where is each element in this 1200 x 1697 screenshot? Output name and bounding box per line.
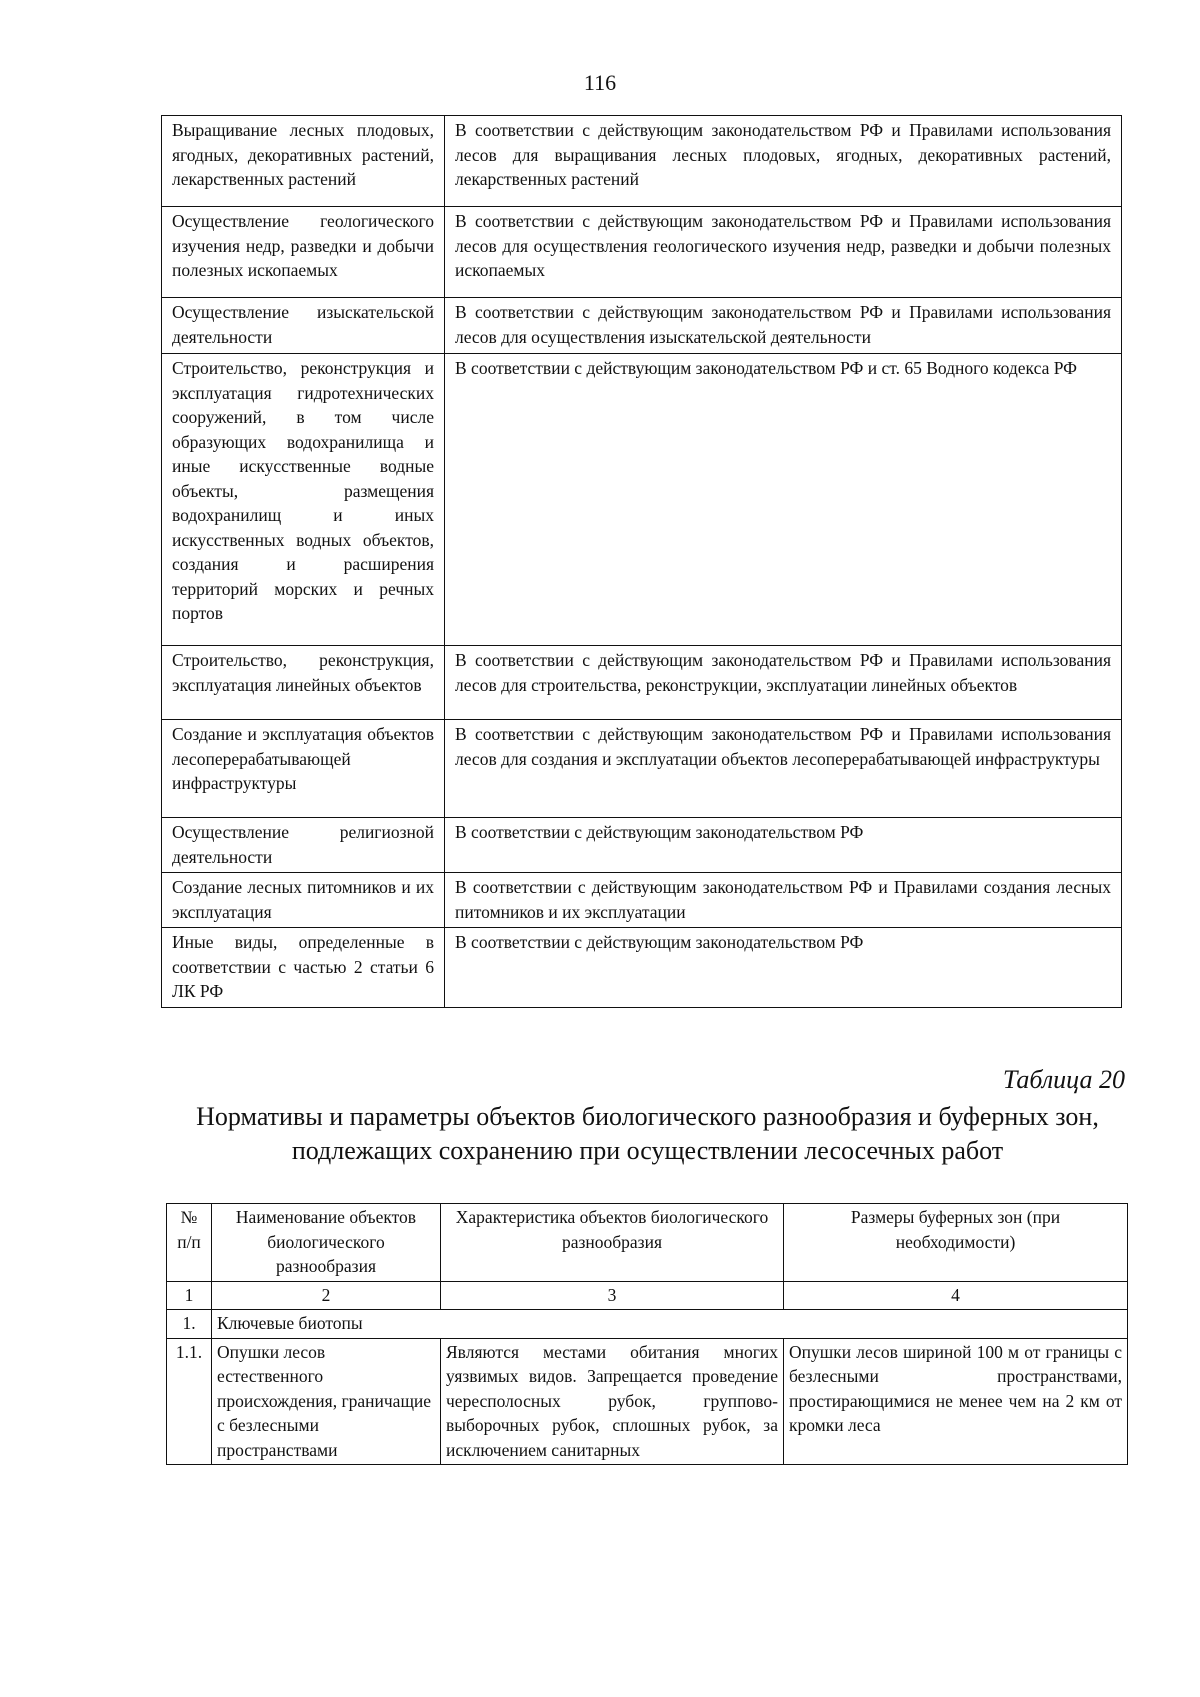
table-row bbox=[162, 720, 1122, 818]
activity-cell: Создание лесных питомников и их эксплуатация bbox=[162, 873, 445, 928]
item-name: Опушки лесов естественного происхождения, граничащие с безлесными пространствами bbox=[212, 1338, 441, 1465]
table-row bbox=[162, 646, 1122, 720]
section-name: Ключевые биотопы bbox=[212, 1310, 1128, 1339]
requirement-cell: В соответствии с действующим законодательством РФ и ст. 65 Водного кодекса РФ bbox=[445, 354, 1122, 646]
activity-cell: Иные виды, определенные в соответствии с частью 2 статьи 6 ЛК РФ bbox=[162, 928, 445, 1008]
section-row bbox=[167, 1310, 1128, 1339]
requirement-cell: В соответствии с действующим законодательством РФ bbox=[445, 818, 1122, 873]
activity-cell: Выращивание лесных плодовых, ягодных, декоративных растений, лекарственных растений bbox=[162, 116, 445, 207]
header-characteristic: Характеристика объектов биологического разнообразия bbox=[441, 1204, 784, 1282]
activity-cell: Осуществление изыскательской деятельности bbox=[162, 298, 445, 354]
item-number: 1.1. bbox=[167, 1338, 212, 1465]
table-label: Таблица 20 bbox=[1002, 1065, 1125, 1094]
requirement-cell: В соответствии с действующим законодательством РФ и Правилами использования лесов для создания и эксплуатации объектов лесоперерабатывающей инфраструктуры bbox=[445, 720, 1122, 818]
column-number: 4 bbox=[784, 1281, 1128, 1310]
forest-use-table bbox=[161, 115, 1122, 1008]
biodiversity-table bbox=[166, 1203, 1128, 1465]
table-row bbox=[162, 873, 1122, 928]
column-number: 2 bbox=[212, 1281, 441, 1310]
header-number: № п/п bbox=[167, 1204, 212, 1282]
item-characteristic: Являются местами обитания многих уязвимых видов. Запрещается проведение чересполосных рубок, группово-выборочных рубок, сплошных рубок, за исключением санитарных bbox=[441, 1338, 784, 1465]
table-row bbox=[162, 928, 1122, 1008]
table-row bbox=[162, 298, 1122, 354]
table-row bbox=[162, 818, 1122, 873]
table-row bbox=[162, 207, 1122, 298]
header-name: Наименование объектов биологического разнообразия bbox=[212, 1204, 441, 1282]
requirement-cell: В соответствии с действующим законодательством РФ bbox=[445, 928, 1122, 1008]
requirement-cell: В соответствии с действующим законодательством РФ и Правилами использования лесов для осуществления геологического изучения недр, разведки и добычи полезных ископаемых bbox=[445, 207, 1122, 298]
item-buffer: Опушки лесов шириной 100 м от границы с безлесными пространствами, простирающимися не менее чем на 2 км от кромки леса bbox=[784, 1338, 1128, 1465]
requirement-cell: В соответствии с действующим законодательством РФ и Правилами использования лесов для строительства, реконструкции, эксплуатации линейных объектов bbox=[445, 646, 1122, 720]
table-row bbox=[162, 354, 1122, 646]
table-header-row bbox=[167, 1204, 1128, 1282]
activity-cell: Осуществление религиозной деятельности bbox=[162, 818, 445, 873]
activity-cell: Создание и эксплуатация объектов лесоперерабатывающей инфраструктуры bbox=[162, 720, 445, 818]
section-number: 1. bbox=[167, 1310, 212, 1339]
requirement-cell: В соответствии с действующим законодательством РФ и Правилами использования лесов для выращивания лесных плодовых, ягодных, декоративных растений, лекарственных растений bbox=[445, 116, 1122, 207]
header-buffer: Размеры буферных зон (при необходимости) bbox=[784, 1204, 1128, 1282]
table-row bbox=[167, 1338, 1128, 1465]
table-title: Нормативы и параметры объектов биологического разнообразия и буферных зон, подлежащих сохранению при осуществлении лесосечных работ bbox=[196, 1102, 1099, 1165]
column-number: 3 bbox=[441, 1281, 784, 1310]
requirement-cell: В соответствии с действующим законодательством РФ и Правилами создания лесных питомников и их эксплуатации bbox=[445, 873, 1122, 928]
activity-cell: Строительство, реконструкция, эксплуатация линейных объектов bbox=[162, 646, 445, 720]
requirement-cell: В соответствии с действующим законодательством РФ и Правилами использования лесов для осуществления изыскательской деятельности bbox=[445, 298, 1122, 354]
column-number: 1 bbox=[167, 1281, 212, 1310]
activity-cell: Осуществление геологического изучения недр, разведки и добычи полезных ископаемых bbox=[162, 207, 445, 298]
column-number-row bbox=[167, 1281, 1128, 1310]
table-row bbox=[162, 116, 1122, 207]
page-number: 116 bbox=[583, 70, 617, 95]
activity-cell: Строительство, реконструкция и эксплуатация гидротехнических сооружений, в том числе образующих водохранилища и иные искусственные водные объекты, размещения водохранилищ и иных искусственных водных объектов, создания и расширения территорий морских и речных портов bbox=[162, 354, 445, 646]
